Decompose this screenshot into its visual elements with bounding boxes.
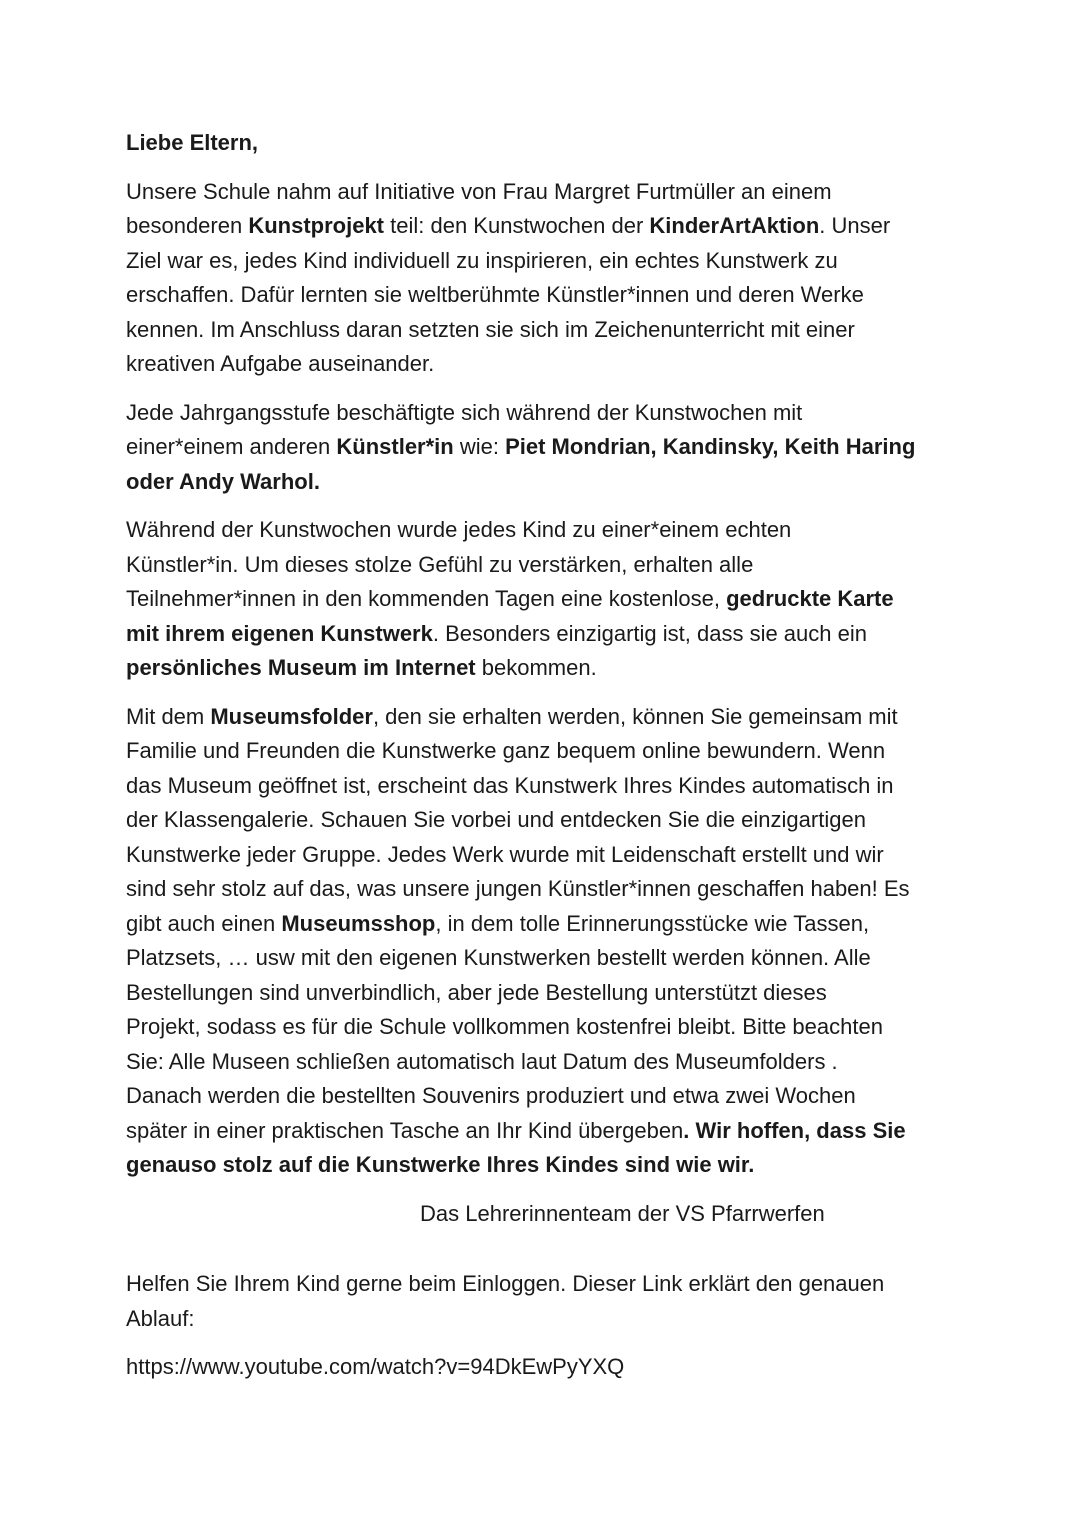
- text-segment: Liebe Eltern,: [126, 130, 259, 155]
- text-segment: https://www.youtube.com/watch?v=94DkEwPyYXQ: [126, 1354, 625, 1379]
- text-segment: besonderen: [126, 213, 249, 238]
- text-segment: Künstler*in: [336, 434, 454, 459]
- text-segment: Während der Kunstwochen wurde jedes Kind zu einer*einem echten: [126, 517, 792, 542]
- text-line: [126, 907, 1032, 942]
- text-segment: Danach werden die bestellten Souvenirs produziert und etwa zwei Wochen: [126, 1083, 856, 1108]
- text-segment: erschaffen. Dafür lernten sie weltberühmte Künstler*innen und deren Werke: [126, 282, 864, 307]
- salutation: [126, 126, 1032, 161]
- text-segment: . Wir hoffen, dass Sie: [683, 1117, 906, 1143]
- text-line: [126, 803, 1032, 838]
- text-segment: Ablauf:: [126, 1305, 195, 1331]
- letter-body: [126, 126, 1032, 1385]
- text-line: [126, 278, 1032, 313]
- text-line: [126, 1079, 1032, 1114]
- text-segment: , in dem tolle Erinnerungsstücke wie Tassen,: [435, 910, 870, 936]
- text-segment: Museumsfolder: [210, 703, 373, 729]
- text-segment: Bestellungen sind unverbindlich, aber jede Bestellung unterstützt dieses: [126, 979, 827, 1005]
- text-line: [126, 734, 1032, 769]
- text-line: [126, 617, 1032, 652]
- text-line: [126, 396, 1032, 431]
- text-segment: Piet Mondrian, Kandinsky, Keith Haring: [505, 434, 916, 459]
- paragraph-museumsfolder: [126, 700, 1032, 1183]
- text-segment: bekommen.: [475, 655, 597, 680]
- text-line: [420, 1197, 1032, 1232]
- text-line: [126, 175, 1032, 210]
- text-line: [126, 548, 1032, 583]
- paragraph-artists: [126, 396, 1032, 500]
- text-segment: Teilnehmer*innen in den kommenden Tagen eine kostenlose,: [126, 586, 727, 611]
- text-segment: . Besonders einzigartig ist, dass sie auch ein: [432, 620, 867, 646]
- text-segment: kennen. Im Anschluss daran setzten sie sich im Zeichenunterricht mit einer: [126, 316, 855, 342]
- text-segment: Jede Jahrgangsstufe beschäftigte sich während der Kunstwochen mit: [126, 399, 803, 425]
- text-segment: später in einer praktischen Tasche an Ihr Kind übergeben: [126, 1117, 684, 1143]
- text-line: [126, 430, 1032, 465]
- paragraph-login-help: [126, 1267, 1032, 1336]
- text-line: [126, 513, 1032, 548]
- text-segment: Unsere Schule nahm auf Initiative von Frau Margret Furtmüller an einem: [126, 178, 832, 204]
- text-segment: Das Lehrerinnenteam der VS Pfarrwerfen: [420, 1200, 825, 1226]
- text-segment: persönliches Museum im Internet: [126, 655, 476, 680]
- text-segment: oder Andy Warhol.: [126, 468, 320, 494]
- text-segment: Museumsshop: [281, 910, 436, 936]
- text-segment: der Klassengalerie. Schauen Sie vorbei und entdecken Sie die einzigartigen: [126, 807, 866, 832]
- text-line: [126, 1045, 1032, 1080]
- text-segment: Mit dem: [126, 703, 211, 729]
- text-segment: KinderArtAktion: [649, 213, 820, 238]
- paragraph-intro: [126, 175, 1032, 382]
- text-line: [126, 582, 1032, 617]
- signature-line: [420, 1197, 1032, 1232]
- text-segment: Kunstprojekt: [248, 213, 385, 238]
- text-segment: Platzsets, … usw mit den eigenen Kunstwerken bestellt werden können. Alle: [126, 945, 871, 970]
- text-line: [126, 1114, 1032, 1149]
- text-line: [126, 651, 1032, 686]
- text-segment: , den sie erhalten werden, können Sie gemeinsam mit: [372, 703, 898, 729]
- text-line: [126, 1302, 1032, 1337]
- text-segment: Sie: Alle Museen schließen automatisch laut Datum des Museumfolders .: [126, 1048, 838, 1074]
- text-segment: wie:: [453, 434, 506, 459]
- text-segment: gedruckte Karte: [726, 586, 894, 611]
- text-line: [126, 1267, 1032, 1302]
- text-segment: das Museum geöffnet ist, erscheint das Kunstwerk Ihres Kindes automatisch in: [126, 772, 894, 798]
- text-segment: genauso stolz auf die Kunstwerke Ihres Kindes sind wie wir.: [126, 1152, 755, 1177]
- text-line: [126, 1010, 1032, 1045]
- text-line: [126, 941, 1032, 976]
- text-line: [126, 838, 1032, 873]
- text-segment: Projekt, sodass es für die Schule vollkommen kostenfrei bleibt. Bitte beachten: [126, 1014, 883, 1039]
- text-segment: Helfen Sie Ihrem Kind gerne beim Einloggen. Dieser Link erklärt den genauen: [126, 1271, 885, 1296]
- text-segment: mit ihrem eigenen Kunstwerk: [126, 620, 433, 646]
- text-segment: . Unser: [819, 213, 891, 238]
- text-line: [126, 244, 1032, 279]
- text-line: [126, 209, 1032, 244]
- text-segment: Kunstwerke jeder Gruppe. Jedes Werk wurde mit Leidenschaft erstellt und wir: [126, 841, 884, 867]
- text-line: [126, 769, 1032, 804]
- text-line: [126, 1350, 1032, 1385]
- text-line: [126, 313, 1032, 348]
- text-segment: teil: den Kunstwochen der: [384, 213, 650, 238]
- text-segment: Ziel war es, jedes Kind individuell zu inspirieren, ein echtes Kunstwerk zu: [126, 247, 838, 273]
- text-segment: Künstler*in. Um dieses stolze Gefühl zu verstärken, erhalten alle: [126, 551, 754, 577]
- text-segment: sind sehr stolz auf das, was unsere jungen Künstler*innen geschaffen haben! Es: [126, 876, 910, 901]
- text-segment: Familie und Freunden die Kunstwerke ganz bequem online bewundern. Wenn: [126, 738, 886, 763]
- text-line: [126, 872, 1032, 907]
- text-line: [126, 700, 1032, 735]
- text-line: [126, 465, 1032, 500]
- text-segment: gibt auch einen: [126, 910, 282, 936]
- text-line: [126, 976, 1032, 1011]
- text-segment: kreativen Aufgabe auseinander.: [126, 351, 435, 376]
- paragraph-card-museum: [126, 513, 1032, 686]
- text-segment: einer*einem anderen: [126, 434, 337, 459]
- text-line: [126, 1148, 1032, 1183]
- text-line: [126, 126, 1032, 161]
- text-line: [126, 347, 1032, 382]
- youtube-link[interactable]: [126, 1350, 1032, 1385]
